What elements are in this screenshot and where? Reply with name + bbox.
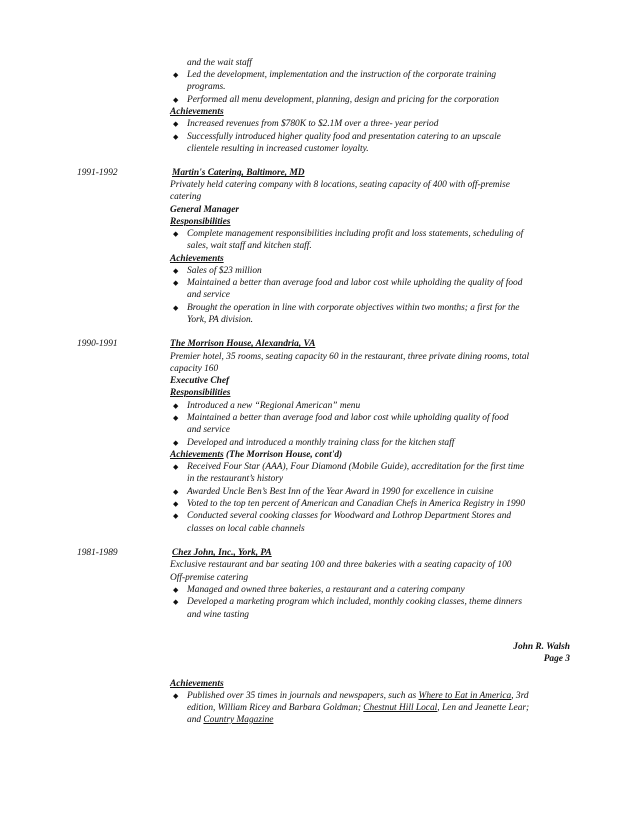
bullet-icon: ◆ <box>173 230 179 238</box>
morrison-responsibilities-heading: Responsibilities <box>170 388 231 398</box>
intro-bullet-1a: Led the development, implementation and the instruction of the corporate training <box>187 70 497 80</box>
morrison-ach-1b: in the restaurant’s history <box>187 474 284 484</box>
pubs-line-1-text: Published over 35 times in journals and newspapers, such as <box>187 691 419 701</box>
morrison-resp-1: Introduced a new “Regional American” menu <box>187 401 361 411</box>
morrison-date: 1990-1991 <box>77 339 118 349</box>
bullet-icon: ◆ <box>173 304 179 312</box>
bullet-icon: ◆ <box>173 463 179 471</box>
morrison-ach-1a: Received Four Star (AAA), Four Diamond (Mobile Guide), accreditation for the first time <box>187 462 525 472</box>
intro-bullet-4b: clientele resulting in increased customer loyalty. <box>187 144 369 154</box>
martins-ach-3a: Brought the operation in line with corporate objectives within two months; a first for the <box>187 303 520 313</box>
pubs-line-1 <box>187 690 529 702</box>
martins-ach-3b: York, PA division. <box>187 315 253 325</box>
bullet-icon: ◆ <box>173 71 179 79</box>
morrison-role: Executive Chef <box>170 376 230 386</box>
bullet-icon: ◆ <box>173 598 179 606</box>
martins-achievements-heading: Achievements <box>170 254 224 264</box>
morrison-title: The Morrison House, Alexandria, VA <box>170 339 316 349</box>
bullet-icon: ◆ <box>173 133 179 141</box>
morrison-achievements-heading <box>170 449 342 461</box>
intro-bullet-2: Performed all menu development, planning, design and pricing for the corporation <box>187 95 499 105</box>
martins-desc-2: catering <box>170 192 202 202</box>
bullet-icon: ◆ <box>173 500 179 508</box>
header-name: John R. Walsh <box>513 642 570 652</box>
chez-desc-1: Exclusive restaurant and bar seating 100 and three bakeries with a seating capacity of 100 <box>170 560 512 570</box>
morrison-achievements-suffix: (The Morrison House, cont'd) <box>223 450 343 460</box>
intro-achievements-heading: Achievements <box>170 107 224 117</box>
pubs-title-where-to-eat: Where to Eat in America <box>418 691 512 701</box>
bullet-icon: ◆ <box>173 586 179 594</box>
morrison-ach-4a: Conducted several cooking classes for Woodward and Lothrop Department Stores and <box>187 511 512 521</box>
intro-continuation: and the wait staff <box>187 58 252 68</box>
martins-responsibilities-heading: Responsibilities <box>170 217 231 227</box>
bullet-icon: ◆ <box>173 279 179 287</box>
martins-resp-1a: Complete management responsibilities including profit and loss statements, scheduling of <box>187 229 524 239</box>
bullet-icon: ◆ <box>173 692 179 700</box>
chez-bullet-2a: Developed a marketing program which included, monthly cooking classes, theme dinners <box>187 597 523 607</box>
pubs-title-country-magazine: Country Magazine <box>203 715 274 725</box>
chez-title: Chez John, Inc., York, PA <box>172 548 272 558</box>
header-page-number: Page 3 <box>543 654 570 664</box>
intro-bullet-1b: programs. <box>187 82 226 92</box>
pubs-line-2-end: , Len and Jeanette Lear; <box>437 703 530 713</box>
intro-bullet-3: Increased revenues from $780K to $2.1M over a three- year period <box>187 119 439 129</box>
bullet-icon: ◆ <box>173 439 179 447</box>
pubs-line-1-end: , 3rd <box>511 691 529 701</box>
chez-date: 1981-1989 <box>77 548 118 558</box>
bullet-icon: ◆ <box>173 512 179 520</box>
martins-date: 1991-1992 <box>77 168 118 178</box>
martins-ach-2a: Maintained a better than average food and labor cost while upholding the quality of food <box>187 278 523 288</box>
morrison-ach-2: Awarded Uncle Ben’s Best Inn of the Year Award in 1990 for excellence in cuisine <box>187 487 494 497</box>
bullet-icon: ◆ <box>173 96 179 104</box>
pubs-line-2 <box>187 702 529 714</box>
bullet-icon: ◆ <box>173 120 179 128</box>
chez-bullet-1: Managed and owned three bakeries, a restaurant and a catering company <box>187 585 465 595</box>
pubs-title-chestnut-hill: Chestnut Hill Local <box>363 703 438 713</box>
pubs-line-3 <box>187 714 273 726</box>
pubs-line-3-text: and <box>187 715 204 725</box>
martins-desc-1: Privately held catering company with 8 locations, seating capacity of 400 with off-premise <box>170 180 510 190</box>
morrison-resp-3: Developed and introduced a monthly training class for the kitchen staff <box>187 438 455 448</box>
morrison-desc-1: Premier hotel, 35 rooms, seating capacity 60 in the restaurant, three private dining rooms, total <box>170 352 530 362</box>
pubs-line-2-text: edition, William Ricey and Barbara Goldman; <box>187 703 364 713</box>
bullet-icon: ◆ <box>173 414 179 422</box>
martins-role: General Manager <box>170 205 240 215</box>
martins-ach-2b: and service <box>187 290 230 300</box>
chez-desc-2: Off-premise catering <box>170 573 249 583</box>
martins-ach-1: Sales of $23 million <box>187 266 262 276</box>
intro-bullet-4a: Successfully introduced higher quality food and presentation catering to an upscale <box>187 132 501 142</box>
morrison-ach-4b: classes on local cable channels <box>187 524 305 534</box>
morrison-resp-2b: and service <box>187 425 230 435</box>
morrison-achievements-label: Achievements <box>170 450 224 460</box>
martins-title: Martin's Catering, Baltimore, MD <box>172 168 305 178</box>
morrison-resp-2a: Maintained a better than average food and labor cost while upholding quality of food <box>187 413 509 423</box>
pubs-achievements-heading: Achievements <box>170 679 224 689</box>
chez-bullet-2b: and wine tasting <box>187 610 249 620</box>
bullet-icon: ◆ <box>173 402 179 410</box>
bullet-icon: ◆ <box>173 267 179 275</box>
bullet-icon: ◆ <box>173 488 179 496</box>
morrison-ach-3: Voted to the top ten percent of American and Canadian Chefs in America Registry in 1990 <box>187 499 526 509</box>
morrison-desc-2: capacity 160 <box>170 364 219 374</box>
martins-resp-1b: sales, wait staff and kitchen staff. <box>187 241 312 251</box>
